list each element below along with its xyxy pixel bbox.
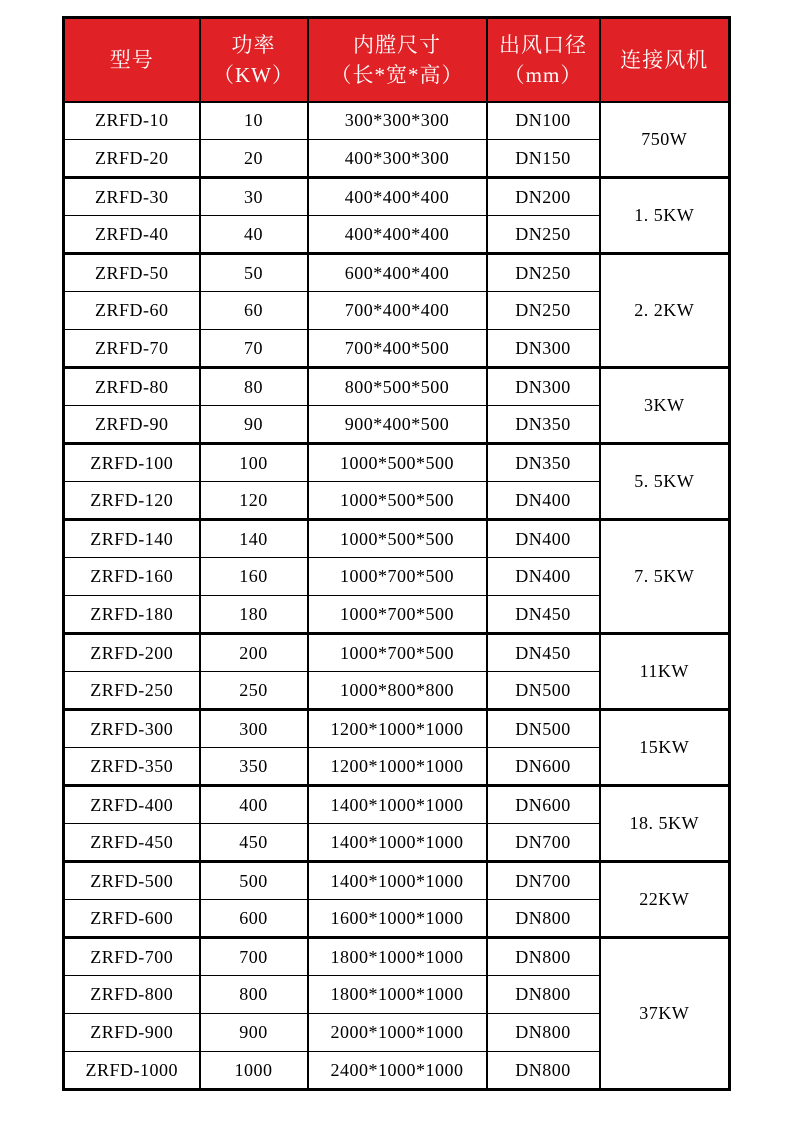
cell-power: 900 [200,1014,308,1052]
cell-model: ZRFD-100 [64,444,200,482]
cell-power: 40 [200,216,308,254]
cell-outlet: DN300 [487,368,600,406]
cell-fan-group: 7. 5KW [600,520,730,634]
column-header-power [200,18,308,102]
cell-size: 1000*500*500 [308,444,487,482]
cell-size: 2400*1000*1000 [308,1052,487,1090]
table-row [64,444,730,482]
cell-outlet: DN250 [487,254,600,292]
column-header-text: （长*宽*高） [330,62,464,87]
cell-fan-group: 5. 5KW [600,444,730,520]
cell-size: 1200*1000*1000 [308,710,487,748]
cell-size: 1000*700*500 [308,634,487,672]
cell-power: 10 [200,102,308,140]
cell-size: 1600*1000*1000 [308,900,487,938]
cell-size: 400*400*400 [308,216,487,254]
cell-size: 700*400*400 [308,292,487,330]
cell-size: 1000*500*500 [308,520,487,558]
cell-power: 50 [200,254,308,292]
cell-size: 1000*700*500 [308,558,487,596]
cell-size: 1000*700*500 [308,596,487,634]
cell-power: 400 [200,786,308,824]
cell-model: ZRFD-40 [64,216,200,254]
cell-size: 400*400*400 [308,178,487,216]
cell-outlet: DN600 [487,748,600,786]
cell-outlet: DN100 [487,102,600,140]
cell-size: 400*300*300 [308,140,487,178]
cell-outlet: DN350 [487,444,600,482]
column-header-text: 型号 [109,47,154,72]
cell-size: 1400*1000*1000 [308,824,487,862]
cell-power: 20 [200,140,308,178]
cell-outlet: DN400 [487,482,600,520]
column-header-fan [600,18,730,102]
cell-power: 200 [200,634,308,672]
cell-model: ZRFD-70 [64,330,200,368]
table-row [64,710,730,748]
cell-power: 160 [200,558,308,596]
cell-outlet: DN400 [487,520,600,558]
cell-power: 120 [200,482,308,520]
cell-outlet: DN700 [487,862,600,900]
cell-fan-group: 15KW [600,710,730,786]
cell-outlet: DN400 [487,558,600,596]
cell-model: ZRFD-20 [64,140,200,178]
cell-model: ZRFD-180 [64,596,200,634]
cell-fan-group: 37KW [600,938,730,1090]
cell-model: ZRFD-450 [64,824,200,862]
cell-size: 1000*800*800 [308,672,487,710]
cell-model: ZRFD-140 [64,520,200,558]
cell-size: 800*500*500 [308,368,487,406]
cell-fan-group: 11KW [600,634,730,710]
cell-fan-group: 18. 5KW [600,786,730,862]
cell-model: ZRFD-900 [64,1014,200,1052]
cell-power: 800 [200,976,308,1014]
table-row [64,368,730,406]
cell-outlet: DN350 [487,406,600,444]
column-header-text: （KW） [213,62,294,87]
cell-model: ZRFD-300 [64,710,200,748]
cell-power: 1000 [200,1052,308,1090]
column-header-text: （mm） [503,62,583,87]
cell-outlet: DN150 [487,140,600,178]
cell-model: ZRFD-90 [64,406,200,444]
cell-model: ZRFD-160 [64,558,200,596]
table-body [64,102,730,1090]
cell-model: ZRFD-350 [64,748,200,786]
table-row [64,102,730,140]
cell-size: 1000*500*500 [308,482,487,520]
table-row [64,520,730,558]
cell-model: ZRFD-800 [64,976,200,1014]
cell-power: 300 [200,710,308,748]
column-header-model [64,18,200,102]
cell-model: ZRFD-700 [64,938,200,976]
table-row [64,938,730,976]
cell-power: 700 [200,938,308,976]
cell-outlet: DN500 [487,710,600,748]
cell-model: ZRFD-60 [64,292,200,330]
cell-power: 90 [200,406,308,444]
cell-outlet: DN450 [487,596,600,634]
cell-power: 250 [200,672,308,710]
cell-power: 70 [200,330,308,368]
cell-model: ZRFD-600 [64,900,200,938]
column-header-size [308,18,487,102]
cell-model: ZRFD-120 [64,482,200,520]
cell-outlet: DN500 [487,672,600,710]
cell-outlet: DN800 [487,1052,600,1090]
cell-power: 140 [200,520,308,558]
cell-outlet: DN800 [487,938,600,976]
cell-fan-group: 2. 2KW [600,254,730,368]
cell-size: 900*400*500 [308,406,487,444]
cell-size: 2000*1000*1000 [308,1014,487,1052]
table-row [64,862,730,900]
cell-fan-group: 3KW [600,368,730,444]
column-header-text: 连接风机 [620,47,709,72]
cell-model: ZRFD-200 [64,634,200,672]
table-header [64,18,730,102]
cell-outlet: DN250 [487,292,600,330]
table-row [64,178,730,216]
cell-model: ZRFD-50 [64,254,200,292]
cell-outlet: DN600 [487,786,600,824]
cell-power: 180 [200,596,308,634]
cell-power: 500 [200,862,308,900]
cell-outlet: DN800 [487,1014,600,1052]
column-header-text: 功率 [231,32,276,57]
cell-outlet: DN200 [487,178,600,216]
column-header-text: 出风口径 [499,32,587,57]
cell-model: ZRFD-500 [64,862,200,900]
cell-outlet: DN450 [487,634,600,672]
cell-size: 700*400*500 [308,330,487,368]
cell-size: 600*400*400 [308,254,487,292]
cell-outlet: DN300 [487,330,600,368]
cell-power: 450 [200,824,308,862]
cell-power: 30 [200,178,308,216]
cell-fan-group: 1. 5KW [600,178,730,254]
table-row [64,634,730,672]
cell-outlet: DN800 [487,976,600,1014]
cell-model: ZRFD-400 [64,786,200,824]
cell-model: ZRFD-1000 [64,1052,200,1090]
cell-size: 300*300*300 [308,102,487,140]
cell-model: ZRFD-10 [64,102,200,140]
column-header-outlet [487,18,600,102]
cell-outlet: DN800 [487,900,600,938]
cell-size: 1800*1000*1000 [308,938,487,976]
cell-power: 350 [200,748,308,786]
header-row [64,18,730,102]
cell-model: ZRFD-250 [64,672,200,710]
cell-size: 1400*1000*1000 [308,862,487,900]
cell-power: 600 [200,900,308,938]
table-row [64,786,730,824]
cell-size: 1400*1000*1000 [308,786,487,824]
cell-fan-group: 22KW [600,862,730,938]
spec-table [62,16,731,1091]
cell-size: 1800*1000*1000 [308,976,487,1014]
table-row [64,254,730,292]
cell-power: 80 [200,368,308,406]
column-header-text: 内膛尺寸 [353,32,441,57]
cell-outlet: DN700 [487,824,600,862]
cell-model: ZRFD-30 [64,178,200,216]
cell-fan-group: 750W [600,102,730,178]
cell-outlet: DN250 [487,216,600,254]
cell-model: ZRFD-80 [64,368,200,406]
cell-size: 1200*1000*1000 [308,748,487,786]
cell-power: 100 [200,444,308,482]
cell-power: 60 [200,292,308,330]
